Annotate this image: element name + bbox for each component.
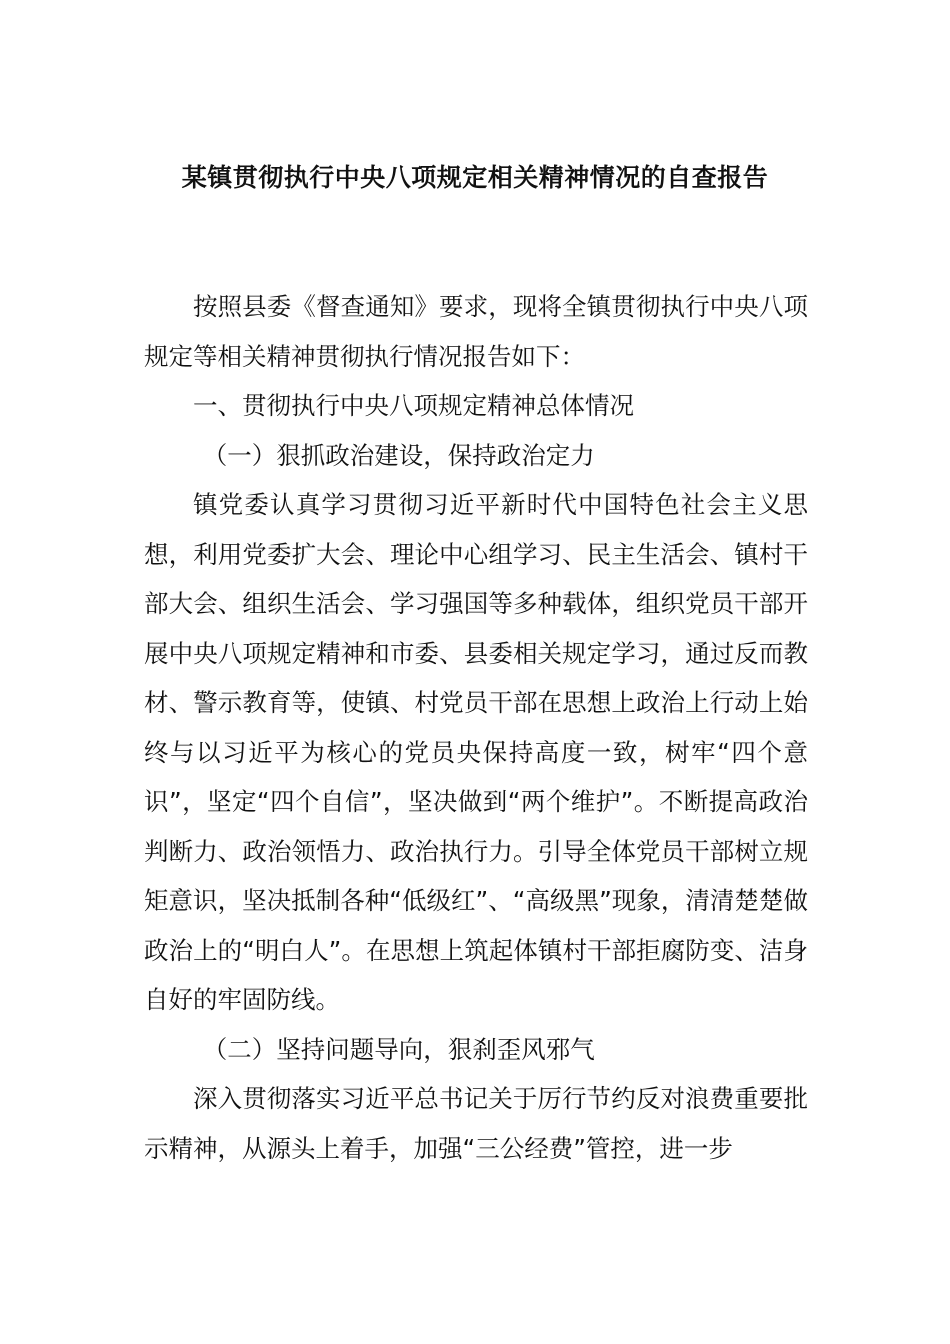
body-paragraph-2: 深入贯彻落实习近平总书记关于厉行节约反对浪费重要批示精神，从源头上着手，加强“三公经费”管控，进一步 [144,1084,808,1163]
body-paragraph-1: 镇党委认真学习贯彻习近平新时代中国特色社会主义思想，利用党委扩大会、理论中心组学习、民主生活会、镇村干部大会、组织生活会、学习强国等多种载体，组织党员干部开展中央八项规定精神和市委、县委相关规定学习，通过反而教材、警示教育等，使镇、村党员干部在思想上政治上行动上始终与以习近平为核心的党员央保持高度一致，树牢“四个意识”，坚定“四个自信”，坚决做到“两个维护”。不断提高政治判断力、政治领悟力、政治执行力。引导全体党员干部树立规矩意识，坚决抵制各种“低级红”、“高级黑”现象，清清楚楚做政治上的“明白人”。在思想上筑起体镇村干部拒腐防变、洁身自好的牢固防线。 [144,490,808,1014]
intro-paragraph: 按照县委《督查通知》要求，现将全镇贯彻执行中央八项规定等相关精神贯彻执行情况报告如下： [144,292,808,371]
section-heading: 一、贯彻执行中央八项规定精神总体情况 [193,391,634,420]
document-body [144,282,808,1173]
subsection-heading-2: （二）坚持问题导向，狠刹歪风邪气 [202,1034,595,1064]
subsection-heading-1: （一）狠抓政治建设，保持政治定力 [202,440,595,470]
document-title: 某镇贯彻执行中央八项规定相关精神情况的自查报告 [181,163,769,192]
